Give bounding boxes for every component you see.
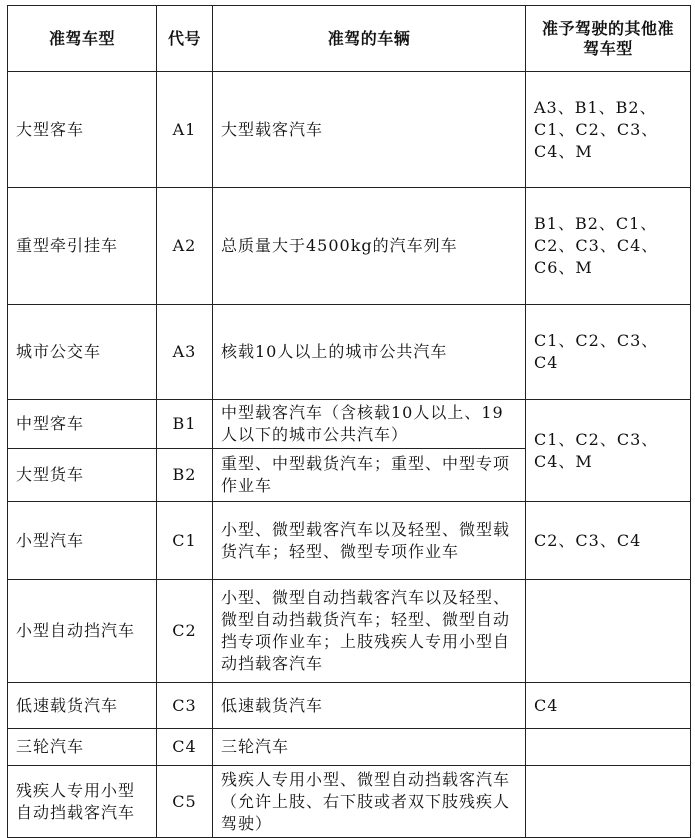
table-row [8,72,691,188]
header-permitted-vehicles: 准驾的车辆 [213,6,526,72]
permitted-vehicles-cell: 总质量大于4500kg的汽车列车 [213,188,526,305]
header-other-classes: 准予驾驶的其他准驾车型 [526,6,691,72]
license-type-cell: 三轮汽车 [8,729,157,766]
permitted-vehicles-cell: 三轮汽车 [213,729,526,766]
license-code-cell: A1 [157,72,213,188]
license-code-cell: C2 [157,580,213,683]
permitted-vehicles-cell: 核载10人以上的城市公共汽车 [213,305,526,400]
license-type-cell: 中型客车 [8,400,157,449]
license-code-cell: B1 [157,400,213,449]
header-row [8,6,691,72]
permitted-vehicles-cell: 大型载客汽车 [213,72,526,188]
permitted-vehicles-cell: 重型、中型载货汽车；重型、中型专项作业车 [213,449,526,502]
permitted-vehicles-cell: 小型、微型自动挡载客汽车以及轻型、微型自动挡载货汽车；轻型、微型自动挡专项作业车；上肢残疾人专用小型自动挡载客汽车 [213,580,526,683]
table-row [8,400,691,449]
license-type-cell: 大型客车 [8,72,157,188]
table-row [8,766,691,838]
table-row [8,729,691,766]
license-code-cell: C5 [157,766,213,838]
license-type-cell: 残疾人专用小型自动挡载客汽车 [8,766,157,838]
permitted-vehicles-cell: 中型载客汽车（含核载10人以上、19人以下的城市公共汽车） [213,400,526,449]
license-code-cell: A2 [157,188,213,305]
license-class-table [7,5,691,838]
license-code-cell: A3 [157,305,213,400]
license-code-cell: C4 [157,729,213,766]
other-classes-cell: C1、C2、C3、C4 [526,305,691,400]
license-code-cell: B2 [157,449,213,502]
other-classes-cell: C4 [526,683,691,729]
other-classes-cell: B1、B2、C1、C2、C3、C4、C6、M [526,188,691,305]
permitted-vehicles-cell: 残疾人专用小型、微型自动挡载客汽车（允许上肢、右下肢或者双下肢残疾人驾驶） [213,766,526,838]
license-type-cell: 重型牵引挂车 [8,188,157,305]
license-type-cell: 大型货车 [8,449,157,502]
permitted-vehicles-cell: 低速载货汽车 [213,683,526,729]
other-classes-cell [526,766,691,838]
header-code: 代号 [157,6,213,72]
table-row [8,580,691,683]
license-type-cell: 小型汽车 [8,502,157,580]
header-license-type: 准驾车型 [8,6,157,72]
table-row [8,502,691,580]
license-type-cell: 低速载货汽车 [8,683,157,729]
license-type-cell: 城市公交车 [8,305,157,400]
permitted-vehicles-cell: 小型、微型载客汽车以及轻型、微型载货汽车；轻型、微型专项作业车 [213,502,526,580]
license-type-cell: 小型自动挡汽车 [8,580,157,683]
other-classes-cell [526,729,691,766]
license-code-cell: C3 [157,683,213,729]
table-row [8,188,691,305]
other-classes-cell [526,580,691,683]
other-classes-cell: C2、C3、C4 [526,502,691,580]
table-row [8,305,691,400]
other-classes-cell: A3、B1、B2、C1、C2、C3、C4、M [526,72,691,188]
other-classes-cell: C1、C2、C3、C4、M [526,400,691,502]
license-code-cell: C1 [157,502,213,580]
table-row [8,683,691,729]
